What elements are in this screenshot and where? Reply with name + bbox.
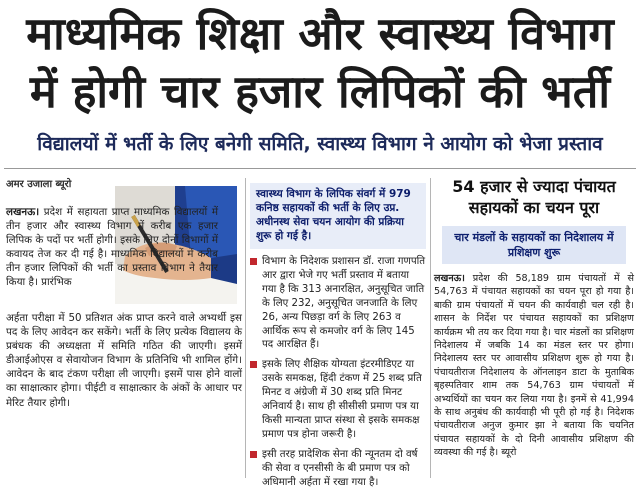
subheadline: विद्यालयों में भर्ती के लिए बनेगी समिति, स्वास्थ्य विभाग ने आयोग को भेजा प्रस्ताव bbox=[37, 133, 603, 155]
headline-line-2: में होगी चार हजार लिपिकों की भर्ती bbox=[29, 65, 611, 118]
lead-text: प्रदेश में सहायता प्राप्त माध्यमिक विद्यालयों में तीन हजार और स्वास्थ्य विभाग में करीब एक हजार लिपिक के पदों पर भर्ती होगी। इसके लिए दोनों विभागों में कवायद तेज कर दी गई है। माध्यमिक विद्यालयों में करीब तीन हजार लिपिकों की भर्ती का प्रस्ताव विभाग ने तैयार किया है। प्रारंभिक bbox=[6, 206, 218, 289]
bullet-text: विभाग के निदेशक प्रशासन डॉ. राजा गणपति आर द्वारा भेजे गए भर्ती प्रस्ताव में बताया गया है कि 313 अनारक्षित, अनुसूचित जाति के लिए 232, अनुसूचित जनजाति के लिए 26, अन्य पिछड़ा वर्ग के लिए 263 व आर्थिक रूप से कमजोर वर्ग के लिए 145 पद आरक्षित हैं। bbox=[262, 256, 426, 351]
continuation-paragraph: अर्हता परीक्षा में 50 प्रतिशत अंक प्राप्त करने वाले अभ्यर्थी इस पद के लिए आवेदन कर सकेंगे। भर्ती के लिए प्रत्येक विद्यालय के प्रबंधक की अध्यक्षता में समिति गठित की जाएगी। इसमें डीआईओएस व सेवायोजन विभाग के प्रतिनिधि भी शामिल होंगे। आवेदन के बाद टंकण परीक्षा ली जाएगी। इसमें पास होने वालों का साक्षात्कार होगा। पीईटी व साक्षात्कार के अंकों के आधार पर मेरिट तैयार होगी। bbox=[6, 312, 242, 409]
headline-line-1: माध्यमिक शिक्षा और स्वास्थ्य विभाग bbox=[26, 7, 614, 60]
column-divider-2 bbox=[430, 178, 431, 478]
divider-top bbox=[4, 168, 636, 169]
lead-dateline: लखनऊ। bbox=[6, 206, 40, 218]
bullet-item bbox=[250, 448, 426, 490]
column-3-dateline: लखनऊ। bbox=[434, 273, 465, 284]
column-3-subhead: चार मंडलों के सहायकों का निदेशालय में प्रशिक्षण शुरू bbox=[442, 226, 626, 264]
column-3-body bbox=[434, 272, 634, 460]
column-3-headline: 54 हजार से ज्यादा पंचायत सहायकों का चयन पूरा bbox=[452, 177, 616, 217]
bullet-square-icon bbox=[250, 451, 257, 458]
highlight-box bbox=[250, 183, 426, 249]
column-3 bbox=[434, 176, 634, 460]
byline: अमर उजाला ब्यूरो bbox=[6, 179, 72, 190]
bullet-text: इसके लिए शैक्षिक योग्यता इंटरमीडिएट या उसके समकक्ष, हिंदी टंकण में 25 शब्द प्रति मिनट व अंग्रेजी में 30 शब्द प्रति मिनट अनिवार्य है। साथ ही सीसीसी प्रमाण पत्र या किसी मान्यता प्राप्त संस्था से इसके समकक्ष प्रमाण पत्र होना जरूरी है। bbox=[262, 359, 422, 440]
bullet-text: इसी तरह प्रादेशिक सेना की न्यूनतम दो वर्ष की सेवा व एनसीसी के बी प्रमाण पत्र को अधिमानी अर्हता में रखा गया है। bbox=[262, 448, 418, 488]
bullet-item bbox=[250, 255, 426, 352]
column-divider-1 bbox=[245, 178, 246, 478]
column-3-text: प्रदेश की 58,189 ग्राम पंचायतों में से 54,763 में पंचायत सहायकों का चयन पूरा हो गया है। बाकी ग्राम पंचायतों में चयन की कार्यवाही चल रही है। शासन के निर्देश पर पंचायत सहायकों का प्रशिक्षण कार्यक्रम भी तय कर दिया गया है। चार मंडलों का प्रशिक्षण निदेशालय में जबकि 14 का मंडल स्तर पर होगा। निदेशालय स्तर पर आवासीय प्रशिक्षण शुरू हो गया है। पंचायतीराज निदेशालय के ऑनलाइन डाटा के मुताबिक बृहस्पतिवार शाम तक 54,763 ग्राम पंचायतों में अभ्यर्थियों का चयन कर लिया गया है। इनमें से 41,994 के साथ अनुबंध की कार्यवाही भी पूरी हो गई है। निदेशक पंचायतीराज अनुज कुमार झा ने बताया कि चयनित पंचायत सहायकों के दो दिनी आवासीय प्रशिक्षण की व्यवस्था की गई है। ब्यूरो bbox=[434, 273, 634, 459]
bullet-square-icon bbox=[250, 258, 257, 265]
lead-paragraph bbox=[6, 205, 218, 290]
highlight-box-text: स्वास्थ्य विभाग के लिपिक संवर्ग में 979 कनिष्ठ सहायकों की भर्ती के लिए उप्र. अधीनस्थ सेवा चयन आयोग की प्रक्रिया शुरू हो गई है। bbox=[256, 188, 411, 242]
bullet-item bbox=[250, 358, 426, 441]
column-2 bbox=[250, 183, 426, 490]
bullet-square-icon bbox=[250, 361, 257, 368]
